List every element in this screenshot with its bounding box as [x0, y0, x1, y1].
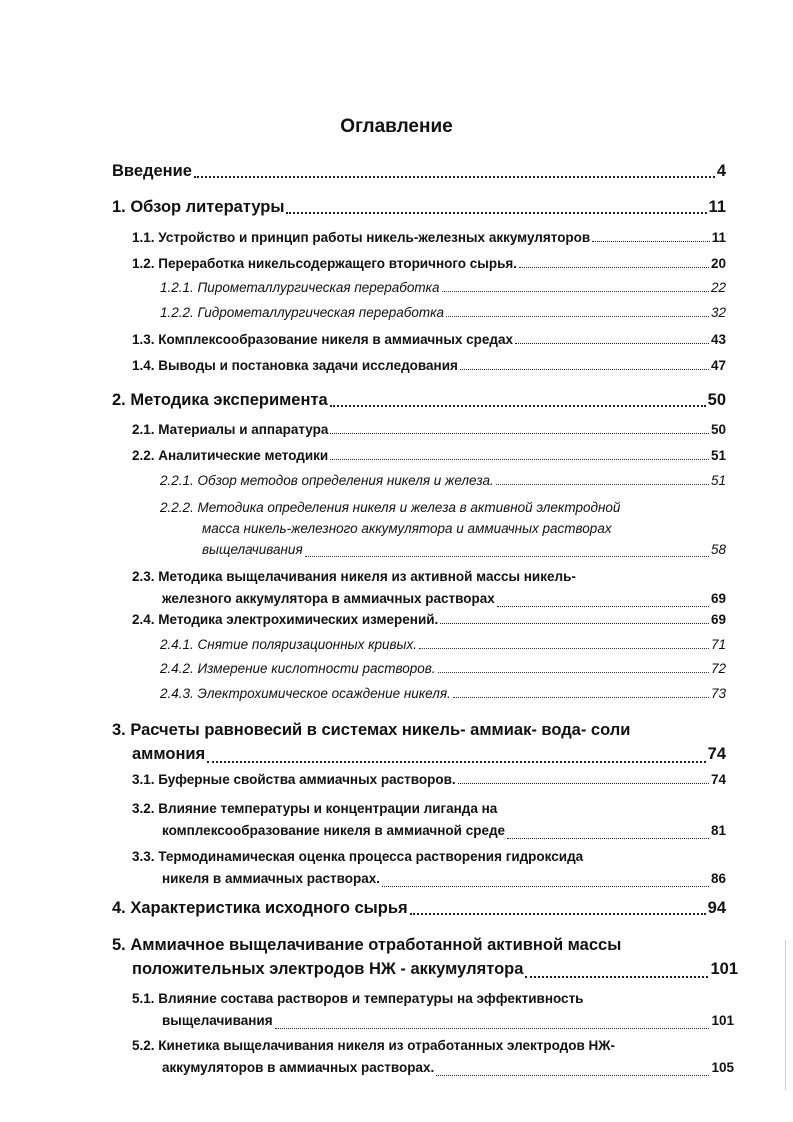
toc-page-number: 69 — [710, 591, 726, 606]
toc-entry-chapter-5[interactable] — [112, 933, 738, 981]
toc-entry-text: 3.1. Буферные свойства аммиачных растворов. — [132, 772, 456, 787]
toc-entry-chapter-2[interactable] — [112, 391, 726, 410]
toc-entry-2-3[interactable] — [132, 566, 726, 610]
toc-entry-1-2-1[interactable] — [160, 280, 726, 295]
toc-entry-text-line-3: выщелачивания — [202, 542, 303, 557]
toc-entry-1-3[interactable] — [132, 332, 726, 347]
toc-entry-2-2-2[interactable] — [160, 497, 726, 560]
toc-entry-5-1[interactable] — [132, 988, 734, 1032]
toc-entry-text: 2.2. Аналитические методики — [132, 448, 329, 463]
toc-entry-chapter-3[interactable] — [112, 718, 726, 766]
toc-page-number: 22 — [710, 280, 726, 295]
toc-entry-text: 1.3. Комплексообразование никеля в аммиачных средах — [132, 332, 513, 347]
toc-entry-text-line-1: 3.3. Термодинамическая оценка процесса растворения гидроксида — [132, 849, 584, 864]
toc-entry-text: 2.4. Методика электрохимических измерений. — [132, 612, 439, 627]
toc-entry-1-1[interactable] — [132, 230, 726, 245]
toc-entry-text-line-2: комплексообразование никеля в аммиачной среде — [162, 823, 506, 838]
toc-entry-text: 2.4.3. Электрохимическое осаждение никеля. — [160, 686, 451, 701]
page-title: Оглавление — [340, 116, 453, 137]
toc-page-number: 11 — [711, 230, 726, 245]
toc-entry-text: 1. Обзор литературы — [112, 198, 285, 216]
leader-dots — [592, 241, 709, 242]
toc-entry-2-2[interactable] — [132, 448, 726, 463]
toc-entry-1-2-2[interactable] — [160, 305, 726, 320]
toc-page-number: 74 — [710, 772, 726, 787]
toc-entry-chapter-4[interactable] — [112, 899, 726, 918]
leader-dots — [194, 176, 715, 178]
leader-dots — [497, 606, 709, 607]
toc-entry-text-line-1: 3.2. Влияние температуры и концентрации лиганда на — [132, 801, 498, 816]
toc-page-number: 101 — [710, 960, 738, 978]
toc-entry-text-line-1: 3. Расчеты равновесий в системах никель- аммиак- вода- соли — [112, 721, 631, 739]
toc-entry-text-line-1: 5.1. Влияние состава растворов и температуры на эффективность — [132, 991, 584, 1006]
toc-entry-text: 2. Методика эксперимента — [112, 391, 328, 409]
leader-dots — [496, 484, 709, 485]
toc-entry-text-line-2: никеля в аммиачных растворах. — [162, 871, 380, 886]
toc-entry-text: 2.4.2. Измерение кислотности растворов. — [160, 661, 436, 676]
toc-page-number: 81 — [710, 823, 726, 838]
toc-entry-text-line-2: положительных электродов НЖ - аккумулятора — [132, 960, 524, 978]
toc-entry-text: 4. Характеристика исходного сырья — [112, 899, 408, 917]
toc-entry-2-4[interactable] — [132, 612, 726, 627]
toc-page-number: 11 — [708, 198, 726, 216]
toc-entry-text-line-2: железного аккумулятора в аммиачных растворах — [162, 591, 495, 606]
toc-page-number: 101 — [711, 1013, 734, 1028]
leader-dots — [519, 267, 709, 268]
toc-entry-2-4-3[interactable] — [160, 686, 726, 701]
leader-dots — [330, 433, 709, 434]
toc-page-number: 4 — [716, 162, 726, 180]
leader-dots — [286, 212, 706, 214]
leader-dots — [440, 623, 709, 624]
leader-dots — [442, 291, 709, 292]
toc-entry-text: 1.2.2. Гидрометаллургическая переработка — [160, 305, 444, 320]
toc-entry-text-line-2: выщелачивания — [162, 1013, 273, 1028]
leader-dots — [446, 316, 709, 317]
toc-entry-text-line-2: масса никель-железного аккумулятора и аммиачных растворах — [202, 521, 612, 536]
toc-entry-5-2[interactable] — [132, 1035, 734, 1079]
toc-entry-2-2-1[interactable] — [160, 473, 726, 488]
toc-page-number: 51 — [710, 448, 726, 463]
leader-dots — [458, 783, 709, 784]
toc-entry-text: 2.2.1. Обзор методов определения никеля и железа. — [160, 473, 494, 488]
toc-entry-text-line-2: аккумуляторов в аммиачных растворах. — [162, 1060, 435, 1075]
leader-dots — [305, 556, 709, 557]
toc-entry-text-line-1: 2.2.2. Методика определения никеля и железа в активной электродной — [160, 500, 621, 515]
toc-page-number: 72 — [710, 661, 726, 676]
leader-dots — [515, 343, 709, 344]
leader-dots — [419, 648, 709, 649]
leader-dots — [330, 459, 709, 460]
leader-dots — [275, 1028, 710, 1029]
toc-page-number: 58 — [710, 542, 726, 557]
toc-entry-2-1[interactable] — [132, 422, 726, 437]
toc-entry-text-line-1: 2.3. Методика выщелачивания никеля из активной массы никель- — [132, 569, 576, 584]
toc-entry-text: 1.1. Устройство и принцип работы никель-железных аккумуляторов — [132, 230, 591, 245]
toc-page-number: 69 — [710, 612, 726, 627]
toc-page-number: 50 — [707, 391, 726, 409]
leader-dots — [460, 369, 709, 370]
toc-page-number: 105 — [711, 1060, 734, 1075]
toc-page-number: 94 — [707, 899, 726, 917]
leader-dots — [438, 672, 709, 673]
leader-dots — [410, 913, 706, 915]
leader-dots — [330, 405, 706, 407]
toc-entry-3-3[interactable] — [132, 846, 726, 890]
toc-entry-text: 1.4. Выводы и постановка задачи исследования — [132, 358, 458, 373]
toc-page-number: 20 — [710, 256, 726, 271]
toc-entry-text-line-2: аммония — [132, 745, 206, 763]
toc-entry-text-line-1: 5.2. Кинетика выщелачивания никеля из отработанных электродов НЖ- — [132, 1038, 615, 1053]
scan-edge-line — [785, 940, 786, 1090]
toc-entry-3-2[interactable] — [132, 798, 726, 842]
toc-entry-chapter-1[interactable] — [112, 198, 726, 217]
toc-page-number: 43 — [710, 332, 726, 347]
toc-page-number: 71 — [710, 637, 726, 652]
leader-dots — [382, 886, 709, 887]
toc-page-number: 74 — [707, 745, 726, 763]
toc-entry-3-1[interactable] — [132, 772, 726, 787]
toc-page-number: 73 — [710, 686, 726, 701]
toc-page-number: 50 — [710, 422, 726, 437]
toc-entry-2-4-2[interactable] — [160, 661, 726, 676]
toc-entry-1-2[interactable] — [132, 256, 726, 271]
toc-page-number: 86 — [710, 871, 726, 886]
toc-entry-text: Введение — [112, 162, 192, 180]
toc-entry-text: 1.2. Переработка никельсодержащего вторичного сырья. — [132, 256, 518, 271]
toc-entry-intro[interactable] — [112, 162, 726, 181]
toc-entry-text: 2.4.1. Снятие поляризационных кривых. — [160, 637, 417, 652]
leader-dots — [207, 761, 705, 763]
toc-entry-text: 2.1. Материалы и аппаратура — [132, 422, 329, 437]
leader-dots — [507, 838, 709, 839]
leader-dots — [525, 976, 708, 978]
toc-entry-text-line-1: 5. Аммиачное выщелачивание отработанной активной массы — [112, 936, 622, 954]
toc-entry-1-4[interactable] — [132, 358, 726, 373]
toc-entry-text: 1.2.1. Пирометаллургическая переработка — [160, 280, 440, 295]
toc-page-number: 47 — [710, 358, 726, 373]
toc-page-number: 32 — [710, 305, 726, 320]
toc-entry-2-4-1[interactable] — [160, 637, 726, 652]
toc-page-number: 51 — [710, 473, 726, 488]
leader-dots — [436, 1075, 709, 1076]
leader-dots — [453, 697, 709, 698]
